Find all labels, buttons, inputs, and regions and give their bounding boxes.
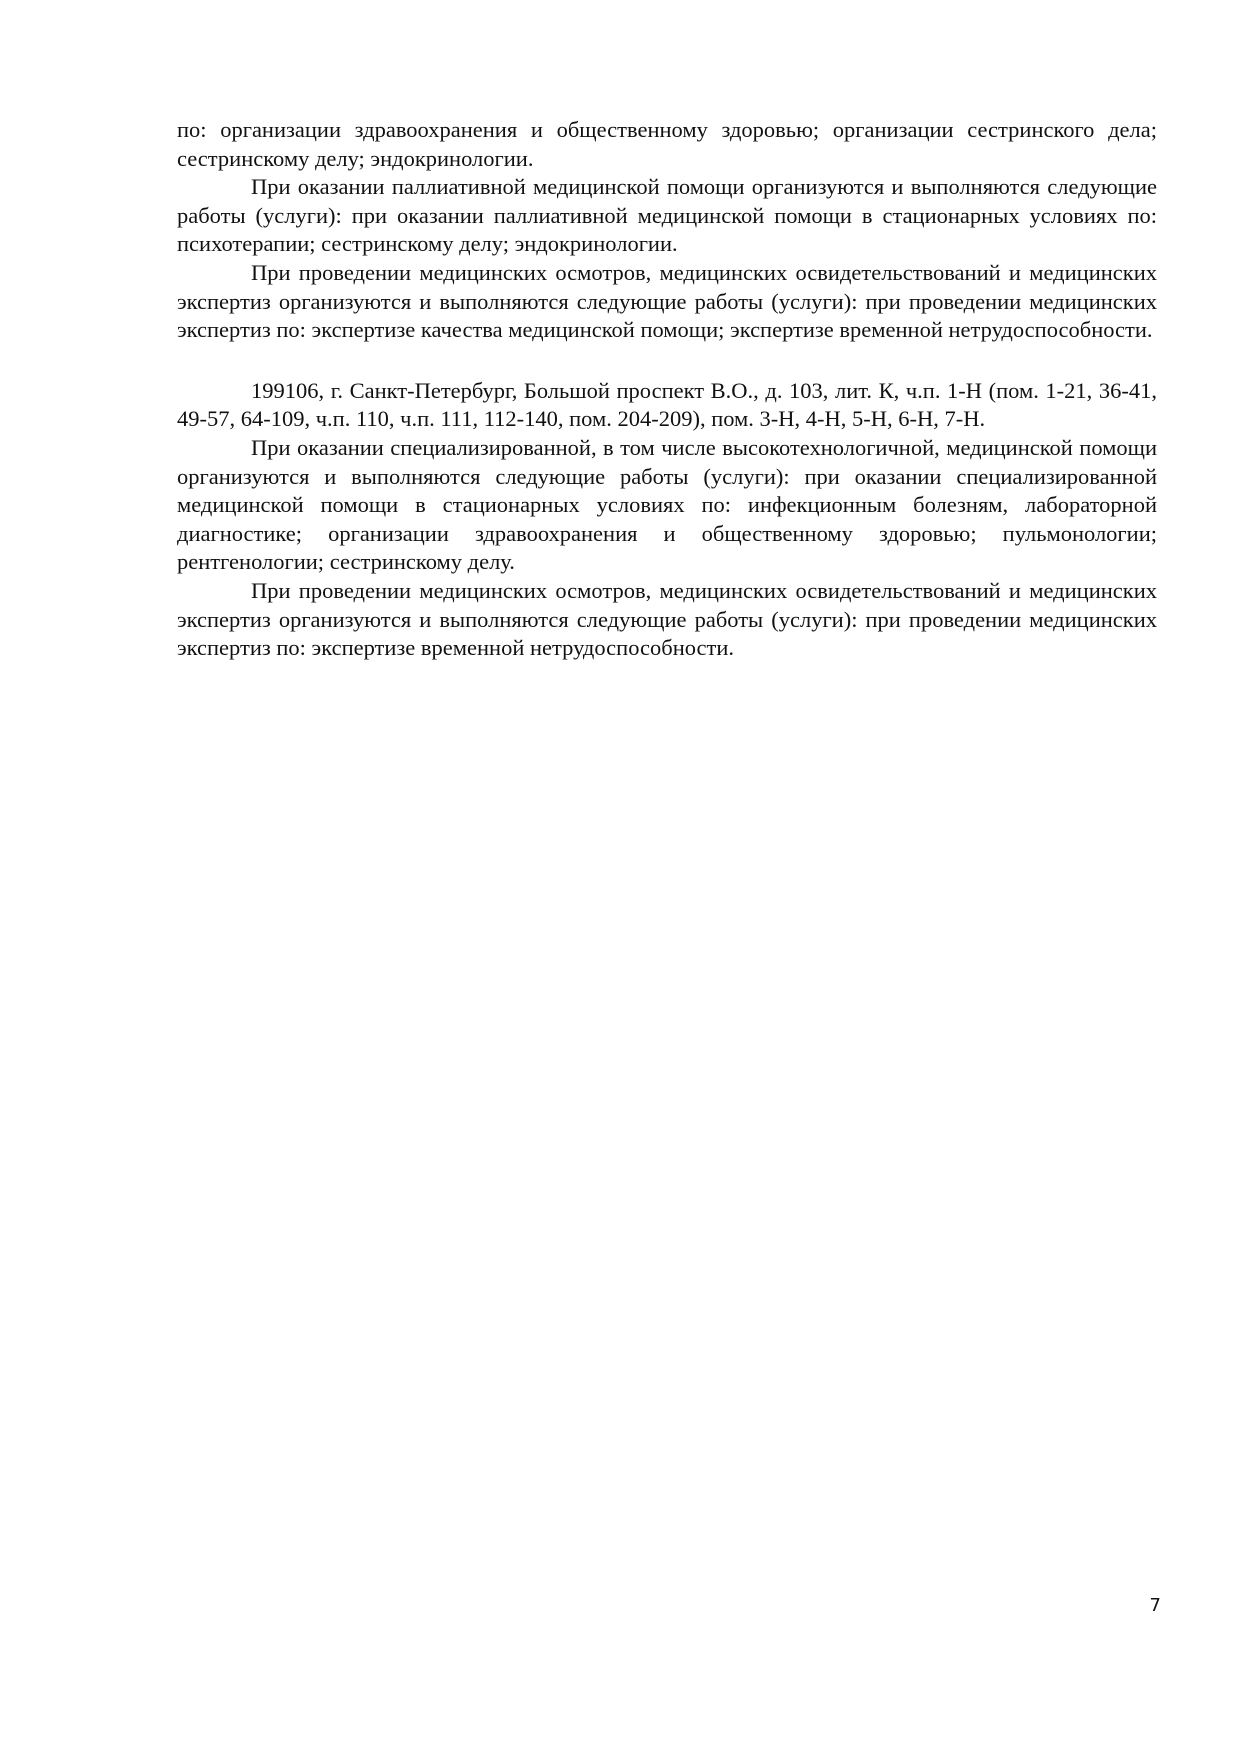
paragraph-address: 199106, г. Санкт-Петербург, Большой проспект В.О., д. 103, лит. К, ч.п. 1-Н (пом. 1-21, 36-41, 49-57, 64-109, ч.п. 110, ч.п. 111, 112-140, пом. 204-209), пом. 3-Н, 4-Н, 5-Н, 6-Н, 7-Н. — [177, 377, 1157, 432]
paragraph-expertise: При проведении медицинских осмотров, медицинских освидетельствований и медицинских экспертиз организуются и выполняются следующие работы (услуги): при проведении медицинских экспертиз по: экспертизе временной нетрудоспособности. — [177, 577, 1157, 661]
paragraph-continuation: по: организации здравоохранения и общественному здоровью; организации сестринского дела; сестринскому делу; эндокринологии. — [177, 117, 1157, 171]
paragraph-palliative-care: При оказании паллиативной медицинской помощи организуются и выполняются следующие работы (услуги): при оказании паллиативной медицинской помощи в стационарных условиях по: психотерапии; сестринскому делу; эндокринологии. — [177, 174, 1157, 257]
paragraph-medical-examinations: При проведении медицинских осмотров, медицинских освидетельствований и медицинских экспертиз организуются и выполняются следующие работы (услуги): при проведении медицинских экспертиз по: экспертизе качества медицинской помощи; экспертизе временной нетрудоспособности. — [177, 259, 1157, 343]
paragraph-spacer — [177, 345, 1157, 377]
page-number: 7 — [1149, 1595, 1161, 1616]
paragraph-specialized-care: При оказании специализированной, в том числе высокотехнологичной, медицинской помощи организуются и выполняются следующие работы (услуги): при оказании специализированной медицинской помощи в стационарных условиях по: инфекционным болезням, лабораторной диагностике; организации здравоохранения и общественному здоровью; пульмонологии; рентгенологии; сестринскому делу. — [177, 434, 1157, 575]
document-body — [177, 116, 1157, 663]
